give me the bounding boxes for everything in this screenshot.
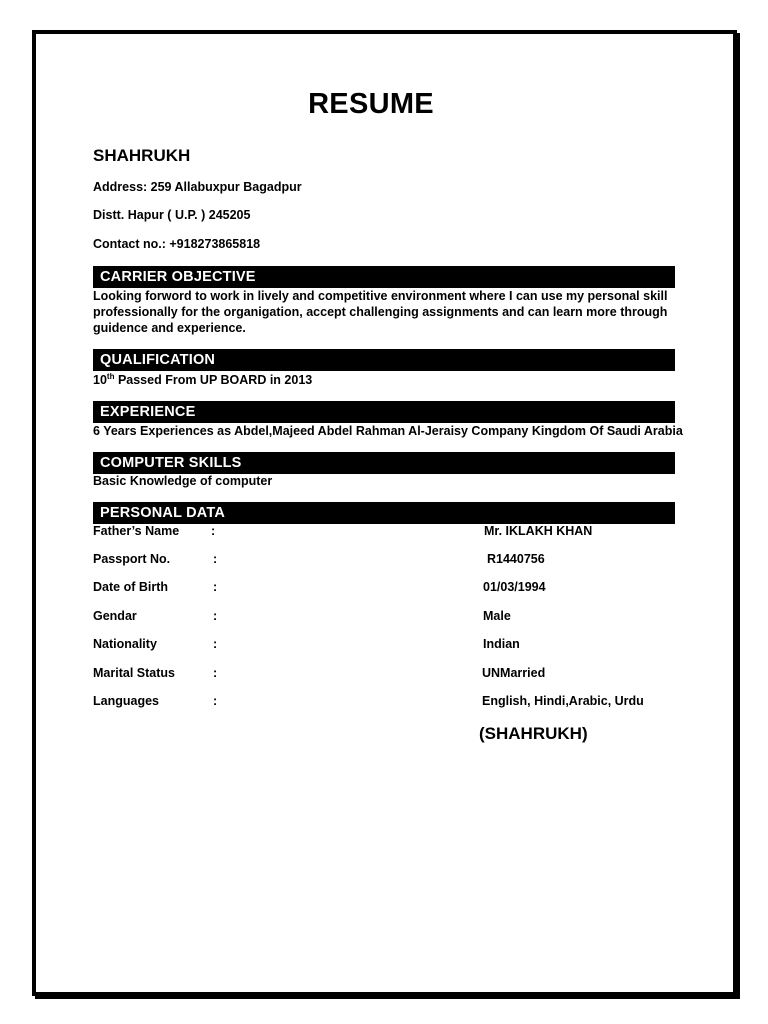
row-value: Indian (483, 637, 520, 651)
section-heading-qualification: QUALIFICATION (93, 349, 675, 371)
row-separator: : (211, 524, 216, 538)
personal-row-dob (93, 580, 693, 598)
district-line: Distt. Hapur ( U.P. ) 245205 (93, 208, 251, 222)
row-separator: : (213, 552, 218, 566)
personal-row-nationality (93, 637, 693, 655)
qualification-grade: 10 (93, 373, 107, 387)
row-label: Passport No. (93, 552, 171, 566)
section-heading-personal-data: PERSONAL DATA (93, 502, 675, 524)
personal-row-marital-status (93, 666, 693, 684)
personal-row-languages (93, 694, 693, 712)
qualification-grade-suffix: th (106, 371, 115, 381)
qualification-detail: Passed From UP BOARD in 2013 (114, 373, 313, 387)
row-value: R1440756 (487, 552, 545, 566)
row-separator: : (213, 666, 218, 680)
address-line: Address: 259 Allabuxpur Bagadpur (93, 180, 302, 194)
row-separator: : (213, 694, 218, 708)
row-label: Father’s Name (93, 524, 180, 538)
section-heading-computer-skills: COMPUTER SKILLS (93, 452, 675, 474)
row-label: Marital Status (93, 666, 175, 680)
section-heading-objective: CARRIER OBJECTIVE (93, 266, 675, 288)
row-label: Gendar (93, 609, 137, 623)
row-value: English, Hindi,Arabic, Urdu (482, 694, 644, 708)
qualification-text (93, 372, 675, 388)
row-label: Date of Birth (93, 580, 168, 594)
section-heading-experience: EXPERIENCE (93, 401, 675, 423)
row-label: Nationality (93, 637, 157, 651)
experience-text: 6 Years Experiences as Abdel,Majeed Abdel Rahman Al-Jeraisy Company Kingdom Of Saudi Arabia (93, 424, 683, 438)
row-separator: : (213, 580, 218, 594)
personal-row-passport (93, 552, 693, 570)
row-separator: : (213, 637, 218, 651)
personal-row-gender (93, 609, 693, 627)
row-value: Mr. IKLAKH KHAN (484, 524, 593, 538)
computer-skills-text: Basic Knowledge of computer (93, 474, 273, 488)
personal-row-father (93, 524, 693, 542)
row-value: Male (483, 609, 511, 623)
objective-text: Looking forword to work in lively and competitive environment where I can use my personal skill professionally for the organigation, accept challenging assignments and can learn more through guidence and experience. (93, 289, 668, 335)
row-value: 01/03/1994 (483, 580, 546, 594)
row-label: Languages (93, 694, 159, 708)
contact-line: Contact no.: +918273865818 (93, 237, 261, 251)
resume-title: RESUME (308, 88, 434, 120)
applicant-name: SHAHRUKH (93, 146, 191, 165)
row-value: UNMarried (482, 666, 546, 680)
row-separator: : (213, 609, 218, 623)
signature-name: (SHAHRUKH) (479, 724, 588, 743)
